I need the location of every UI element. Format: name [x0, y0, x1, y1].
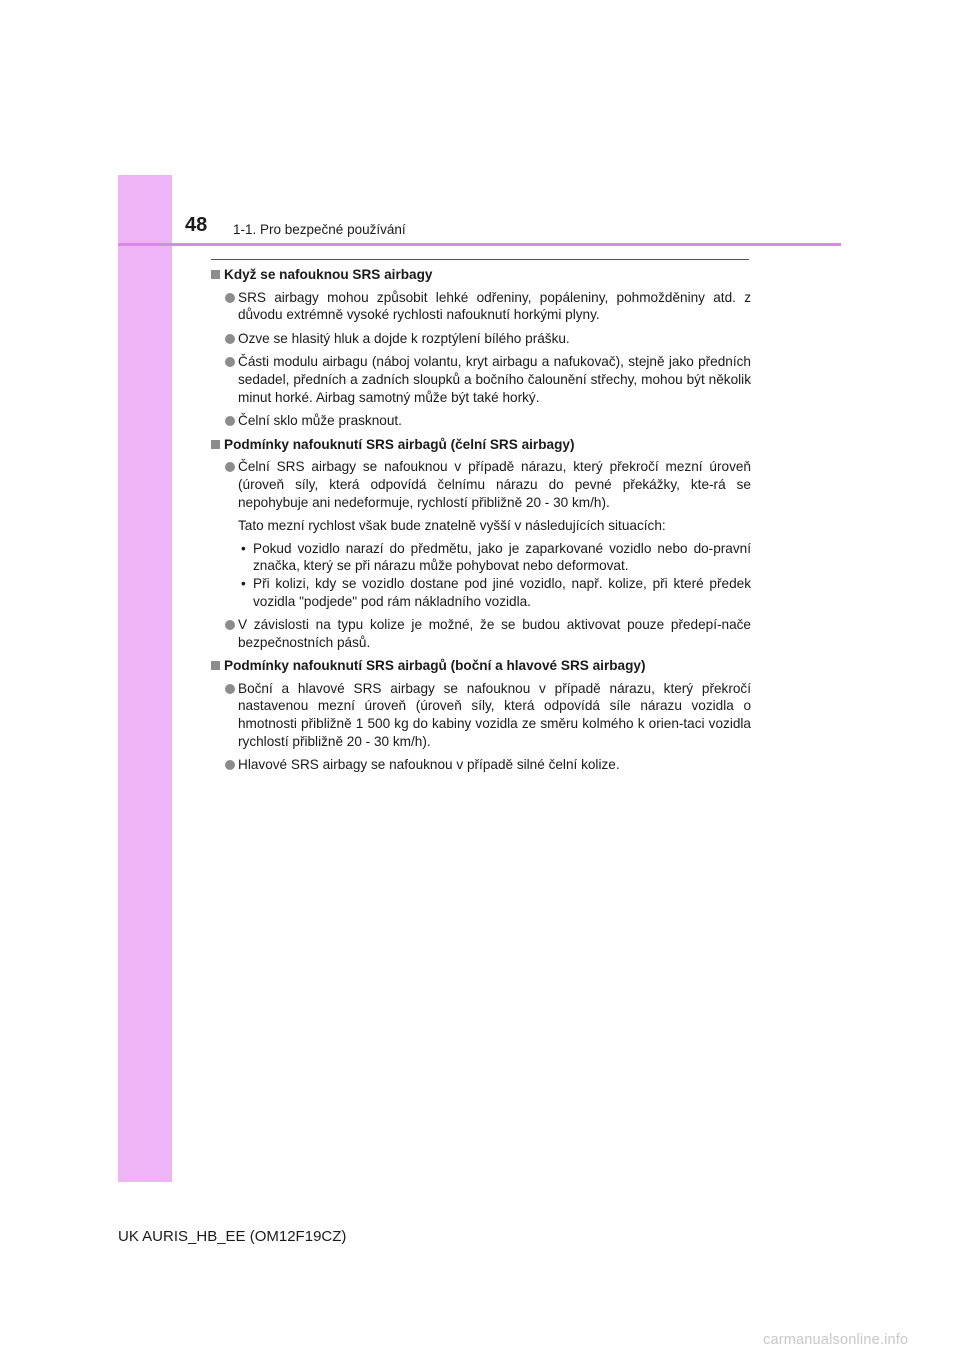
section-heading — [211, 436, 751, 454]
round-bullet-icon — [225, 620, 235, 630]
document-code: UK AURIS_HB_EE (OM12F19CZ) — [118, 1228, 347, 1245]
list-item-text: Hlavové SRS airbagy se nafouknou v případě silné čelní kolize. — [238, 757, 620, 773]
sub-item — [211, 575, 751, 610]
list-item — [211, 680, 751, 750]
paragraph: Tato mezní rychlost však bude znatelně vyšší v následujících situacích: — [238, 518, 666, 534]
heading-text: Podmínky nafouknutí SRS airbagů (boční a hlavové SRS airbagy) — [224, 658, 646, 674]
sub-item-text: Při kolizi, kdy se vozidlo dostane pod jiné vozidlo, např. kolize, při které předek vozidla "podjede" pod rám nákladního vozidla. — [253, 575, 751, 609]
section-side-airbag-conditions — [211, 657, 751, 774]
side-tab-bar — [118, 175, 172, 1182]
header-rule — [118, 243, 841, 246]
round-bullet-icon — [225, 684, 235, 694]
list-item — [211, 458, 751, 511]
list-item — [211, 412, 751, 430]
heading-text: Podmínky nafouknutí SRS airbagů (čelní SRS airbagy) — [224, 436, 575, 452]
section-heading — [211, 266, 751, 284]
section-heading — [211, 657, 751, 675]
content-divider — [211, 259, 749, 260]
section-inflation-effects — [211, 266, 751, 430]
list-item — [211, 616, 751, 651]
list-item-text: Čelní sklo může prasknout. — [238, 413, 402, 429]
list-item — [211, 756, 751, 774]
sub-item-text: Pokud vozidlo narazí do předmětu, jako je zaparkované vozidlo nebo do-pravní značka, který se při nárazu může pohybovat nebo deformovat. — [253, 540, 751, 574]
square-bullet-icon — [211, 661, 220, 670]
list-item — [211, 330, 751, 348]
main-content — [211, 266, 751, 780]
heading-text: Když se nafouknou SRS airbagy — [224, 267, 433, 282]
page-number: 48 — [185, 214, 208, 236]
list-item-text: Boční a hlavové SRS airbagy se nafouknou v případě nárazu, který překročí nastavenou mezní úroveň (úroveň síly, která odpovídá síle nárazu vozidla o hmotnosti přibližně 1 500 kg do kabiny vozidla ze směru kolmého k orien-taci vozidla rychlostí přibližně 20 - 30 km/h). — [238, 680, 751, 749]
list-item-text: SRS airbagy mohou způsobit lehké odřeniny, popáleniny, pohmožděniny atd. z důvodu extrémně vysoké rychlosti nafouknutí horkými plyny. — [238, 289, 751, 323]
round-bullet-icon — [225, 293, 235, 303]
round-bullet-icon — [225, 416, 235, 426]
list-item — [211, 353, 751, 406]
square-bullet-icon — [211, 440, 220, 449]
sub-item — [211, 540, 751, 575]
sub-bullet-mark: • — [241, 575, 246, 591]
round-bullet-icon — [225, 462, 235, 472]
list-item-text: V závislosti na typu kolize je možné, že se budou aktivovat pouze předepí-nače bezpečnostních pásů. — [238, 617, 751, 650]
list-item-text: Ozve se hlasitý hluk a dojde k rozptýlení bílého prášku. — [238, 330, 570, 346]
round-bullet-icon — [225, 357, 235, 367]
list-item-text: Části modulu airbagu (náboj volantu, kryt airbagu a nafukovač), stejně jako předních sedadel, předních a zadních sloupků a bočního čalounění střechy, mohou být několik minut horké. Airbag samotný může být také horký. — [238, 354, 751, 405]
list-item — [211, 289, 751, 324]
section-front-airbag-conditions — [211, 436, 751, 652]
square-bullet-icon — [211, 270, 220, 279]
round-bullet-icon — [225, 760, 235, 770]
watermark: carmanualsonline.info — [763, 1332, 909, 1348]
list-item-text: Čelní SRS airbagy se nafouknou v případě nárazu, který překročí mezní úroveň (úroveň síly, která odpovídá čelnímu nárazu do pevné překážky, kte-rá se nepohybuje ani nedeformuje, rychlostí přibližně 20 - 30 km/h). — [238, 459, 751, 510]
sub-bullet-mark: • — [241, 540, 246, 556]
round-bullet-icon — [225, 334, 235, 344]
section-title: 1-1. Pro bezpečné používání — [233, 222, 406, 237]
